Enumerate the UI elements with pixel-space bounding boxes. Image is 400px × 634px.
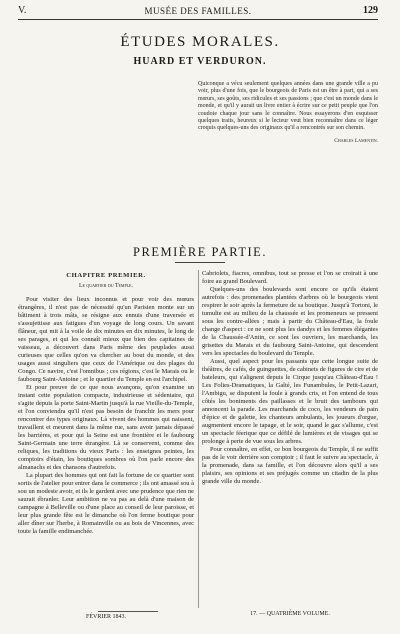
chapter-heading: CHAPITRE PREMIER. xyxy=(66,272,146,279)
volume-number: V. xyxy=(18,5,27,16)
footer-rule xyxy=(98,611,158,612)
chapter-subtitle: Le quartier du Temple. xyxy=(78,283,134,289)
article-title: HUARD ET VERDURON. xyxy=(133,56,267,67)
running-header xyxy=(18,5,378,20)
right-column xyxy=(202,270,378,610)
left-footer xyxy=(18,611,194,620)
issue-date: FÉVRIER 1843. xyxy=(85,614,126,620)
part-divider xyxy=(175,262,225,263)
left-column xyxy=(18,272,194,610)
right-paragraph-4: Pour connaître, en effet, ce bon bourgeois du Temple, il ne suffit pas de le voir derrière son comptoir ; il faut le suivre au spectacle, à la promenade, dans sa famille, et l'on découvre alors qu'il a ses plaisirs, ses opinions et ses préjugés comme un citadin de la plus grande ville du monde. xyxy=(202,446,378,485)
left-paragraph-3: La plupart des hommes qui ont fait la fortune de ce quartier sont sortis de l'atelier pour entrer dans le commerce ; ils ont amassé sou à sou un modeste avoir, et ils le gardent avec une prudence que rien ne saurait ébranler. Leur ambition ne va pas au delà d'une maison de campagne à Belleville ou d'une place au conseil de leur paroisse, et leur plus grande fête est le dimanche où l'on ferme boutique pour aller dîner sur l'herbe, à Romainville ou au bois de Vincennes, avec toute la famille endimanchée. xyxy=(18,472,194,535)
page-number: 129 xyxy=(363,5,378,16)
epigraph-author: Charles Lamentin. xyxy=(334,137,378,144)
left-paragraph-1: Pour visiter des lieux inconnus et pour voir des mœurs étrangères, il n'est pas de nécessité qu'un Parisien monte sur un bâtiment à trois mâts, se résigne aux ennuis d'une traversée et s'assujettisse aux fatigues d'un voyage de long cours. Un savant flâneur, qui mit à la voile de dix minutes en dix minutes, le long de ses parages, et qui les connaît mieux que bien des capitaines de vaisseau, a découvert dans Paris même des peuplades aussi curieuses que celles qu'on va chercher au bout du monde, et des usages aussi singuliers que ceux de l'Amérique ou des plages du Congo. Ce navire, c'est l'omnibus ; ces régions, c'est le Marais ou le faubourg Saint-Antoine ; et le quartier du Temple en est l'archipel. xyxy=(18,296,194,383)
part-title: PREMIÈRE PARTIE. xyxy=(133,245,267,259)
right-paragraph-1: Cabriolets, fiacres, omnibus, tout se presse et l'on se croirait à une foire au grand Boulevard. xyxy=(202,270,378,285)
left-paragraph-2: Et pour preuve de ce que nous avançons, qu'on examine un instant cette population compacte, industrieuse et sédentaire, qui s'agite depuis la porte Saint-Martin jusqu'à la rue Vieille-du-Temple, et l'on conviendra qu'il n'est pas besoin de franchir les mers pour rencontrer des types originaux. Là vivent des hommes qui naissent, travaillent et meurent dans la même rue, sans avoir jamais dépassé les barrières, et pour qui la Seine est une frontière et le faubourg Saint-Germain une terre étrangère. Là se conservent, comme des reliques, les traditions du vieux Paris : les enseignes peintes, les comptoirs d'étain, les boutiques sombres où l'on parle encore des almanachs et des chansons d'autrefois. xyxy=(18,384,194,471)
epigraph xyxy=(198,81,378,145)
right-paragraph-2: Quelques-uns des boulevards sont encore ce qu'ils étaient autrefois : des promenades plantées d'arbres où le bourgeois vient respirer le soir après la fermeture de sa boutique. Jusqu'à Tortoni, le tumulte est au milieu de la chaussée et les promeneurs se pressent sous les contre-allées ; mais à partir du Château-d'Eau, la foule change d'aspect : ce ne sont plus les dandys et les femmes élégantes de la Chaussée-d'Antin, ce sont les ouvriers, les marchands, les grisettes du Marais et du faubourg Saint-Antoine, qui descendent vers les spectacles du boulevard du Temple. xyxy=(202,286,378,357)
section-title: ÉTUDES MORALES. xyxy=(120,34,280,50)
right-paragraph-3: Aussi, quel aspect pour les passants que cette longue suite de théâtres, de cafés, de guinguettes, de cabinets de figures de cire et de bateleurs, qui s'alignent depuis le Cirque jusqu'au Château-d'Eau ! Les Folies-Dramatiques, la Gaîté, les Funambules, le Petit-Lazari, l'Ambigu, se disputent la foule à grands cris, et l'on entend de tous côtés les boniments des paillasses et le bruit des tambours qui annoncent la parade. Les marchands de coco, les vendeurs de pain d'épice et de galette, les chanteurs ambulants, les joueurs d'orgue, augmentent encore le tapage, et le soir, quand le gaz s'allume, c'est un spectacle féerique que ce défilé de lumières et de visages qui se prolonge à perte de vue sous les arbres. xyxy=(202,358,378,445)
epigraph-text: Quiconque a vécu seulement quelques années dans une grande ville a pu voir, plus d'une fois, que le bourgeois de Paris est un être à part, qui a ses mœurs, ses goûts, ses ridicules et ses passions ; que c'est un monde dans le monde, et qu'il y aurait un livre entier à écrire sur ce petit peuple que l'on coudoie chaque jour sans le connaître. Nous essayerons d'en esquisser quelques traits, heureux si le lecteur veut bien reconnaître dans ce léger croquis quelques-uns des originaux qu'il a rencontrés sur son chemin. xyxy=(198,81,378,132)
column-divider xyxy=(198,270,199,608)
right-footer: 17. — QUATRIÈME VOLUME. xyxy=(250,611,330,617)
magazine-title: MUSÉE DES FAMILLES. xyxy=(144,6,252,16)
